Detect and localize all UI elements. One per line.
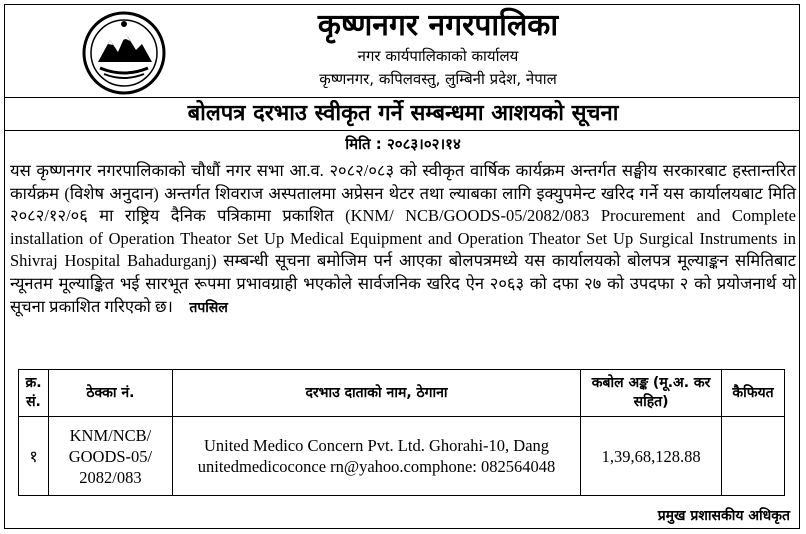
notice-body bbox=[10, 160, 796, 319]
table-row bbox=[19, 417, 785, 496]
cell-remarks bbox=[722, 417, 785, 496]
notice-title: बोलपत्र दरभाउ स्वीकृत गर्ने सम्बन्धमा आशयको सूचना bbox=[187, 101, 619, 126]
col-header-remarks: कैफियत bbox=[722, 370, 785, 417]
cell-amount: 1,39,68,128.88 bbox=[581, 417, 722, 496]
bid-table bbox=[18, 369, 785, 496]
table-header-row bbox=[19, 370, 785, 417]
notice-body-text: यस कृष्णनगर नगरपालिकाको चौधौं नगर सभा आ.व. २०८२/०८३ को स्वीकृत वार्षिक कार्यक्रम अन्तर्गत सङ्घीय सरकारबाट हस्तान्तरित कार्यक्रम (विशेष अनुदान) अन्तर्गत शिवराज अस्पतालमा अप्रेसन थेटर तथा ल्याबका लागि इक्युपमेन्ट खरिद गर्ने यस कार्यालयबाट मिति २०८२/१२/०६ मा राष्ट्रिय दैनिक पत्रिकामा प्रकाशित (KNM/ NCB/GOODS-05/2082/083 Procurement and Complete installation of Operation Theator Set Up Medical Equipment and Operation Theator Set Up Surgical Instruments in Shivraj Hospital Bahadurganj) सम्बन्धी सूचना बमोजिम पर्न आएका बोलपत्रमध्ये यस कार्यालयको बोलपत्र मूल्याङ्कन समितिबाट न्यूनतम मूल्याङ्कित भई सारभूत रूपमा प्रभावग्राही भएकोले सार्वजनिक खरिद ऐन २०६३ को दफा २७ को उपदफा २ को प्रयोजनार्थ यो सूचना प्रकाशित गरिएको छ। bbox=[10, 161, 796, 316]
title-divider bbox=[4, 130, 800, 131]
cell-bidder: United Medico Concern Pvt. Ltd. Ghorahi-10, Dang unitedmedicoconce rn@yahoo.comphone: 082564048 bbox=[172, 417, 580, 496]
col-header-contract-no: ठेक्का नं. bbox=[48, 370, 172, 417]
cell-contract-no: KNM/NCB/ GOODS-05/ 2082/083 bbox=[48, 417, 172, 496]
header-divider bbox=[4, 97, 800, 98]
cell-sn: १ bbox=[19, 417, 49, 496]
details-label: तपसिल bbox=[189, 299, 228, 316]
col-header-sn: क्र. सं. bbox=[19, 370, 49, 417]
signatory-title: प्रमुख प्रशासकीय अधिकृत bbox=[657, 508, 790, 524]
col-header-bidder: दरभाउ दाताको नाम, ठेगाना bbox=[172, 370, 580, 417]
notice-date: मिति : २०८३।०२।१४ bbox=[345, 135, 461, 153]
office-name: नगर कार्यपालिकाको कार्यालय bbox=[357, 47, 519, 65]
municipality-title: कृष्णनगर नगरपालिका bbox=[317, 8, 559, 43]
col-header-amount: कबोल अङ्क (मू.अ. कर सहित) bbox=[581, 370, 722, 417]
office-address: कृष्णनगर, कपिलवस्तु, लुम्बिनी प्रदेश, नेपाल bbox=[319, 70, 557, 88]
